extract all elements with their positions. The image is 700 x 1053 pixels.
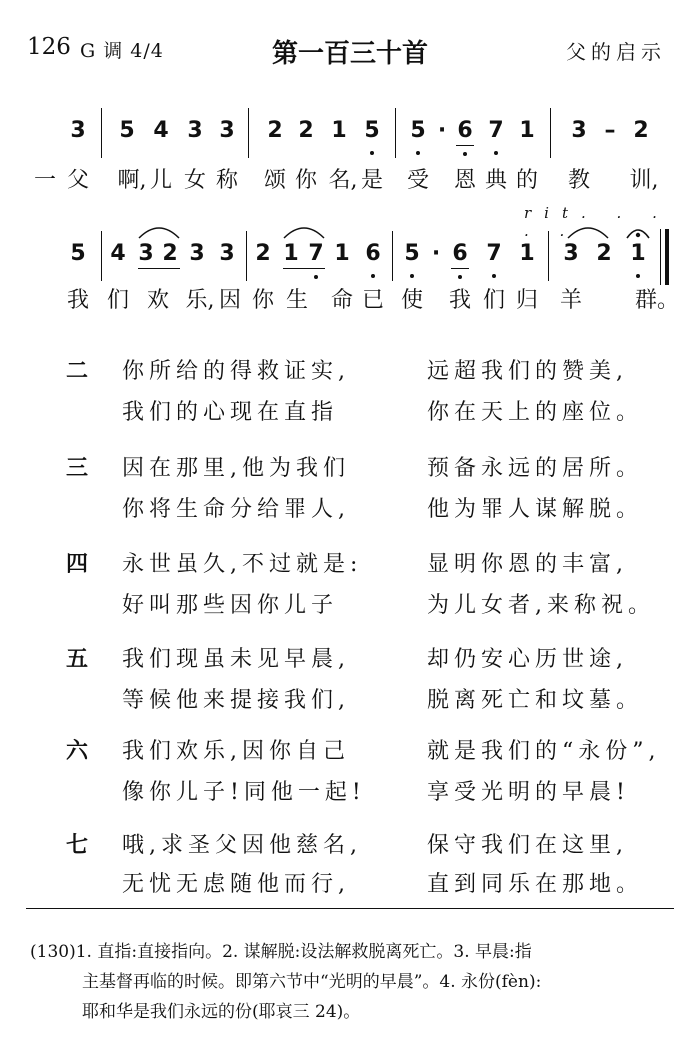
note: 3 xyxy=(219,118,235,143)
verse-line: 因在那里,他为我们 xyxy=(122,456,350,481)
lyric-char: 颂 xyxy=(263,168,286,193)
verse-line: 我们现虽未见早晨, xyxy=(122,647,350,672)
note: 4 xyxy=(153,118,169,143)
note: 3 xyxy=(189,241,205,266)
note: 2 xyxy=(298,118,314,143)
lyric-char: 你 xyxy=(294,168,317,193)
lyric-char: 女 xyxy=(183,168,206,193)
verse-number: 七 xyxy=(66,833,89,858)
footnote-line: 耶和华是我们永远的份(耶哀三 24)。 xyxy=(82,1002,361,1022)
hymn-subtitle: 父的启示 xyxy=(566,40,666,64)
verse-number: 六 xyxy=(66,739,89,764)
verse-line: 我们欢乐,因你自己 xyxy=(122,739,350,764)
verse-line: 你在天上的座位。 xyxy=(427,400,644,425)
lyric-char: 我 xyxy=(66,288,89,313)
note: 3 xyxy=(138,241,154,266)
note: 1 xyxy=(519,118,535,143)
verse-line: 脱离死亡和坟墓。 xyxy=(427,688,644,713)
verse-number: 五 xyxy=(66,647,89,672)
verse-line: 预备永远的居所。 xyxy=(427,456,644,481)
lyric-char: 一 xyxy=(33,168,56,193)
verse-line: 永世虽久,不过就是: xyxy=(122,552,363,577)
note: 1 xyxy=(519,241,535,266)
note: 5 xyxy=(364,118,380,143)
note: 1 xyxy=(283,241,299,266)
lyric-char: 受 xyxy=(406,168,429,193)
page-title: 第一百三十首 xyxy=(271,39,428,69)
lyric-char: 们 xyxy=(106,288,129,313)
lyric-char: 啊, xyxy=(117,168,147,193)
note: 1 xyxy=(630,241,646,266)
lyric-char: 训, xyxy=(629,168,659,193)
footnote-line: (130)1. 直指:直接指向。2. 谋解脱:设法解救脱离死亡。3. 早晨:指 xyxy=(30,942,532,962)
footnote-line: 主基督再临的时候。即第六节中“光明的早晨”。4. 永份(fèn): xyxy=(82,972,542,992)
lyric-char: 生 xyxy=(285,288,308,313)
verse-line: 直到同乐在那地。 xyxy=(427,872,644,897)
note: 7 xyxy=(488,118,504,143)
note: 4 xyxy=(110,241,126,266)
lyric-char: 我 xyxy=(448,288,471,313)
lyric-char: 归 xyxy=(515,288,538,313)
note: 3 xyxy=(571,118,587,143)
verse-line: 像你儿子!同他一起! xyxy=(122,780,366,805)
verse-line: 我们的心现在直指 xyxy=(122,400,339,425)
lyric-char: 已 xyxy=(361,288,384,313)
lyric-char: 父 xyxy=(66,168,89,193)
lyric-char: 儿 xyxy=(149,168,172,193)
verse-line: 保守我们在这里, xyxy=(427,833,628,858)
note: 6 xyxy=(365,241,381,266)
lyric-char: 典 xyxy=(484,168,507,193)
lyric-char: 欢 xyxy=(146,288,169,313)
verse-line: 哦,求圣父因他慈名, xyxy=(122,833,362,858)
lyric-char: 乐, xyxy=(185,288,215,313)
lyric-char: 恩 xyxy=(453,168,476,193)
note: 2 xyxy=(255,241,271,266)
lyric-char: 群。 xyxy=(635,288,680,313)
verse-line: 他为罪人谋解脱。 xyxy=(427,497,644,522)
note: 2 xyxy=(633,118,649,143)
lyric-char: 们 xyxy=(482,288,505,313)
note: – xyxy=(604,118,616,143)
key-signature: G 调 4/4 xyxy=(80,40,164,62)
note: 1 xyxy=(331,118,347,143)
verse-line: 好叫那些因你儿子 xyxy=(122,593,339,618)
verse-number: 三 xyxy=(66,456,89,481)
verse-line: 你所给的得救证实, xyxy=(122,359,350,384)
lyric-char: 你 xyxy=(251,288,274,313)
verse-line: 享受光明的早晨! xyxy=(427,780,630,805)
verse-number: 四 xyxy=(66,552,89,577)
lyric-char: 羊 xyxy=(559,288,582,313)
note: 3 xyxy=(70,118,86,143)
verse-line: 你将生命分给罪人, xyxy=(122,497,350,522)
note: 5 xyxy=(404,241,420,266)
dotted-note-mark: · xyxy=(437,118,447,143)
verse-line: 等候他来提接我们, xyxy=(122,688,350,713)
note: 5 xyxy=(119,118,135,143)
note: 6 xyxy=(457,118,473,143)
lyric-char: 称 xyxy=(215,168,238,193)
lyric-char: 名, xyxy=(328,168,358,193)
note: 2 xyxy=(596,241,612,266)
lyric-char: 使 xyxy=(400,288,423,313)
lyric-char: 命 xyxy=(330,288,353,313)
verse-line: 无忧无虑随他而行, xyxy=(122,872,350,897)
note: 3 xyxy=(563,241,579,266)
lyric-char: 教 xyxy=(567,168,590,193)
note: 5 xyxy=(70,241,86,266)
footnote-divider xyxy=(26,908,674,909)
lyric-char: 的 xyxy=(515,168,538,193)
note: 3 xyxy=(219,241,235,266)
dotted-note-mark: · xyxy=(431,241,441,266)
lyric-char: 是 xyxy=(360,168,383,193)
note: 7 xyxy=(308,241,324,266)
note: 7 xyxy=(486,241,502,266)
note: 2 xyxy=(162,241,178,266)
note: 1 xyxy=(334,241,350,266)
note: 3 xyxy=(187,118,203,143)
verse-line: 就是我们的“永份”, xyxy=(427,739,661,764)
verse-number: 二 xyxy=(66,359,89,384)
verse-line: 远超我们的赞美, xyxy=(427,359,628,384)
note: 2 xyxy=(267,118,283,143)
hymn-number: 126 xyxy=(27,34,71,60)
note: 5 xyxy=(410,118,426,143)
lyric-char: 因 xyxy=(218,288,241,313)
ritardando-mark: rit. . . . . xyxy=(524,204,670,240)
note: 6 xyxy=(452,241,468,266)
verse-line: 却仍安心历世途, xyxy=(427,647,628,672)
verse-line: 为儿女者,来称祝。 xyxy=(427,593,655,618)
verse-line: 显明你恩的丰富, xyxy=(427,552,628,577)
